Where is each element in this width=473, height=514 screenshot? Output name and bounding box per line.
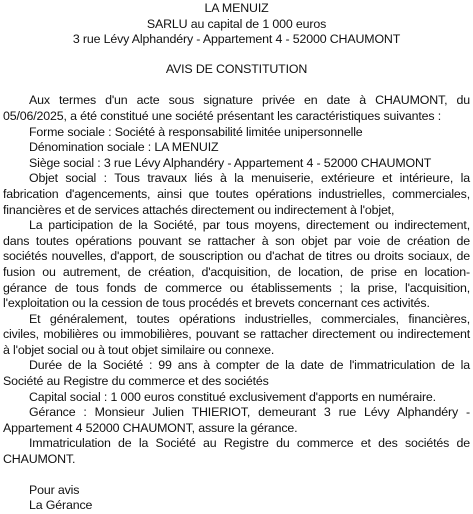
notice-body	[3, 93, 470, 467]
immatriculation-paragraph: Immatriculation de la Société au Registre du commerce et des sociétés de CHAUMONT.	[3, 436, 470, 467]
closing-pour-avis: Pour avis	[29, 482, 80, 497]
objet-social-paragraph: Objet social : Tous travaux liés à la menuiserie, extérieure et intérieure, la fabrication d'agencements, ainsi que toutes opérations industrielles, commerciales, financières et de services attachés directement ou indirectement à l'objet,	[3, 171, 470, 217]
notice-title: AVIS DE CONSTITUTION	[165, 61, 308, 76]
generalement-paragraph: Et généralement, toutes opérations industrielles, commerciales, financières, civiles, mobilières ou immobilières, pouvant se rattacher directement ou indirectement à l'objet social ou à tout objet similaire ou connexe.	[3, 311, 470, 357]
capital-paragraph: Capital social : 1 000 euros constitué exclusivement d'apports en numéraire.	[29, 389, 436, 404]
intro-paragraph: Aux termes d'un acte sous signature privée en date à CHAUMONT, du 05/06/2025, a été constitué une société présentant les caractéristiques suivantes :	[3, 93, 470, 123]
gerance-paragraph: Gérance : Monsieur Julien THIERIOT, demeurant 3 rue Lévy Alphandéry - Appartement 4 52000 CHAUMONT, assure la gérance.	[3, 405, 470, 435]
field-siege-social: Siège social : 3 rue Lévy Alphandéry - Appartement 4 - 52000 CHAUMONT	[29, 155, 432, 170]
participation-paragraph: La participation de la Société, par tous moyens, directement ou indirectement, dans toutes opérations pouvant se rattacher à son objet par voie de création de sociétés nouvelles, d'apport, de souscription ou d'achat de titres ou droits sociaux, de fusion ou autrement, de création, d'acquisition, de location, de prise en location-gérance de tous fonds de commerce ou établissements ; la prise, l'acquisition, l'exploitation ou la cession de tous procédés et brevets concernant ces activités.	[3, 218, 470, 311]
field-forme-sociale: Forme sociale : Société à responsabilité limitée unipersonnelle	[29, 124, 363, 139]
notice-header	[3, 1, 470, 48]
duree-paragraph: Durée de la Société : 99 ans à compter de la date de l'immatriculation de la Société au Registre du commerce et des sociétés	[3, 358, 470, 389]
company-capital: SARLU au capital de 1 000 euros	[146, 16, 327, 31]
closing-gerance: La Gérance	[29, 498, 93, 513]
notice-closing	[29, 483, 470, 514]
field-denomination: Dénomination sociale : LA MENUIZ	[29, 140, 219, 155]
company-name: LA MENUIZ	[204, 1, 269, 15]
company-address: 3 rue Lévy Alphandéry - Appartement 4 - 52000 CHAUMONT	[72, 32, 401, 47]
